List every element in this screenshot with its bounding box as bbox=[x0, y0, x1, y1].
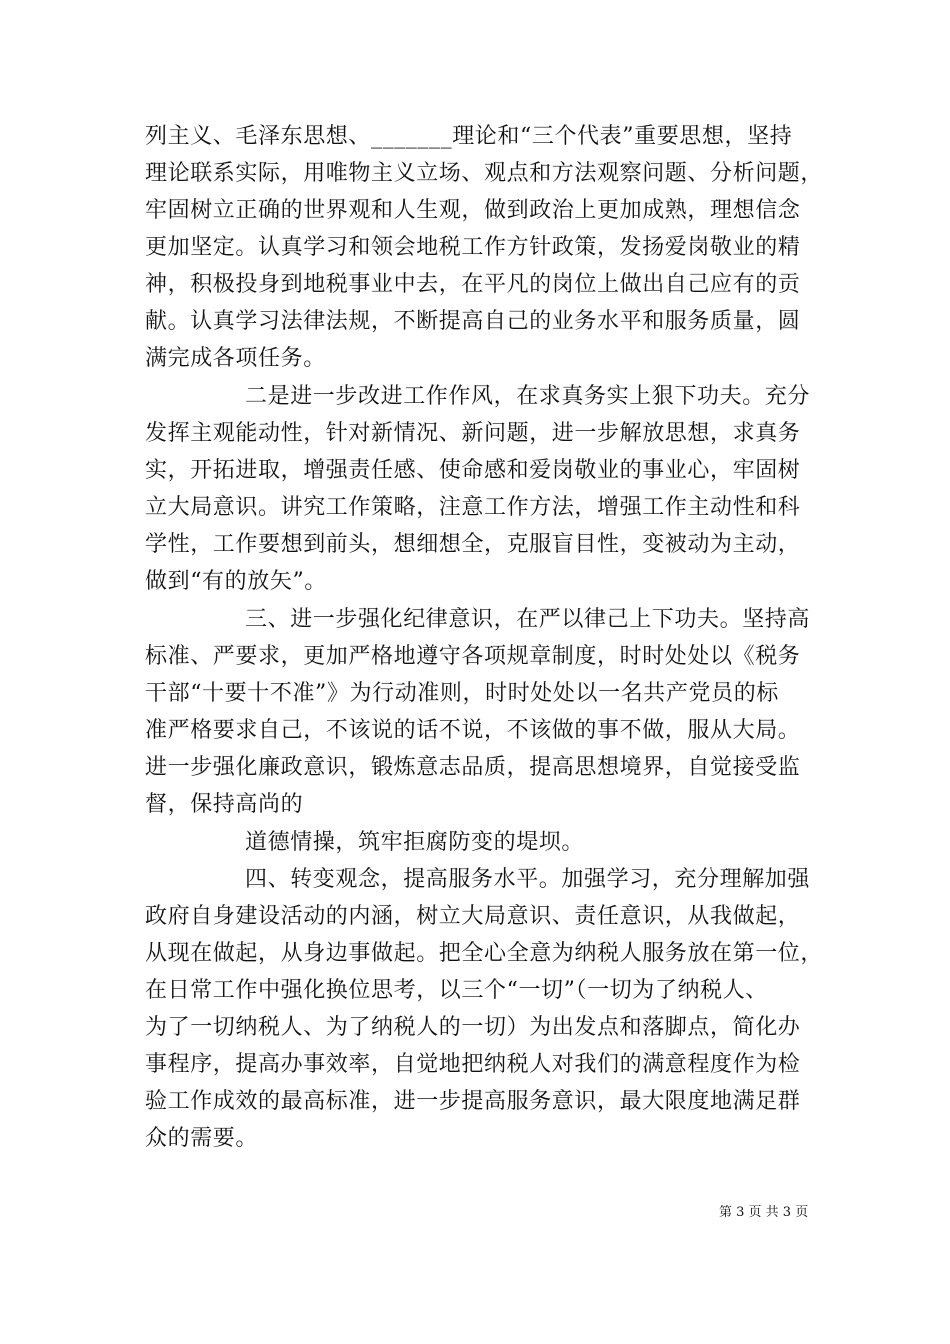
text-line: 学性，工作要想到前头，想细想全，克服盲目性，变被动为主动， bbox=[145, 532, 801, 557]
paragraph-start-line: 四、转变观念，提高服务水平。加强学习，充分理解加强 bbox=[245, 867, 811, 892]
text-line: 献。认真学习法律法规，不断提高自己的业务水平和服务质量，圆 bbox=[145, 309, 801, 334]
text-line: 督，保持高尚的 bbox=[145, 792, 304, 817]
text-line: 牢固树立正确的世界观和人生观，做到政治上更加成熟，理想信念 bbox=[145, 198, 801, 223]
text-line: 在日常工作中强化换位思考，以三个“一切”（一切为了纳税人、 bbox=[145, 978, 768, 1003]
text-line: 众的需要。 bbox=[145, 1126, 259, 1151]
text-line: 更加坚定。认真学习和领会地税工作方针政策，发扬爱岗敬业的精 bbox=[145, 235, 801, 260]
text-line: 满完成各项任务。 bbox=[145, 346, 326, 371]
text-line: 政府自身建设活动的内涵，树立大局意识、责任意识，从我做起， bbox=[145, 904, 801, 929]
text-line: 理论联系实际，用唯物主义立场、观点和方法观察问题、分析问题， bbox=[145, 161, 824, 186]
text-line: 实，开拓进取，增强责任感、使命感和爱岗敬业的事业心，牢固树 bbox=[145, 458, 801, 483]
text-line: 标准、严要求，更加严格地遵守各项规章制度，时时处处以《税务 bbox=[145, 644, 801, 669]
text-line: 立大局意识。讲究工作策略，注意工作方法，增强工作主动性和科 bbox=[145, 495, 801, 520]
text-line: 做到“有的放矢”。 bbox=[145, 569, 327, 594]
text-line: 验工作成效的最高标准，进一步提高服务意识，最大限度地满足群 bbox=[145, 1089, 801, 1114]
page-number: 第 3 页 共 3 页 bbox=[719, 1205, 809, 1220]
paragraph-start-line: 二是进一步改进工作作风，在求真务实上狠下功夫。充分 bbox=[245, 384, 811, 409]
text-line: 从现在做起，从身边事做起。把全心全意为纳税人服务放在第一位， bbox=[145, 941, 824, 966]
paragraph-start-line: 三、进一步强化纪律意识，在严以律己上下功夫。坚持高 bbox=[245, 607, 811, 632]
text-line: 进一步强化廉政意识，锻炼意志品质，提高思想境界，自觉接受监 bbox=[145, 755, 801, 780]
text-line: 为了一切纳税人、为了纳税人的一切）为出发点和落脚点，简化办 bbox=[145, 1015, 801, 1040]
text-line: 列主义、毛泽东思想、_______理论和“三个代表”重要思想，坚持 bbox=[145, 124, 793, 149]
text-line: 准严格要求自己，不该说的话不说，不该做的事不做，服从大局。 bbox=[145, 718, 801, 743]
text-line: 发挥主观能动性，针对新情况、新问题，进一步解放思想，求真务 bbox=[145, 421, 801, 446]
text-line: 事程序，提高办事效率，自觉地把纳税人对我们的满意程度作为检 bbox=[145, 1052, 801, 1077]
text-line: 神，积极投身到地税事业中去，在平凡的岗位上做出自己应有的贡 bbox=[145, 272, 801, 297]
paragraph-start-line: 道德情操，筑牢拒腐防变的堤坝。 bbox=[245, 830, 585, 855]
text-line: 干部“十要十不准”》为行动准则，时时处处以一名共产党员的标 bbox=[145, 681, 779, 706]
